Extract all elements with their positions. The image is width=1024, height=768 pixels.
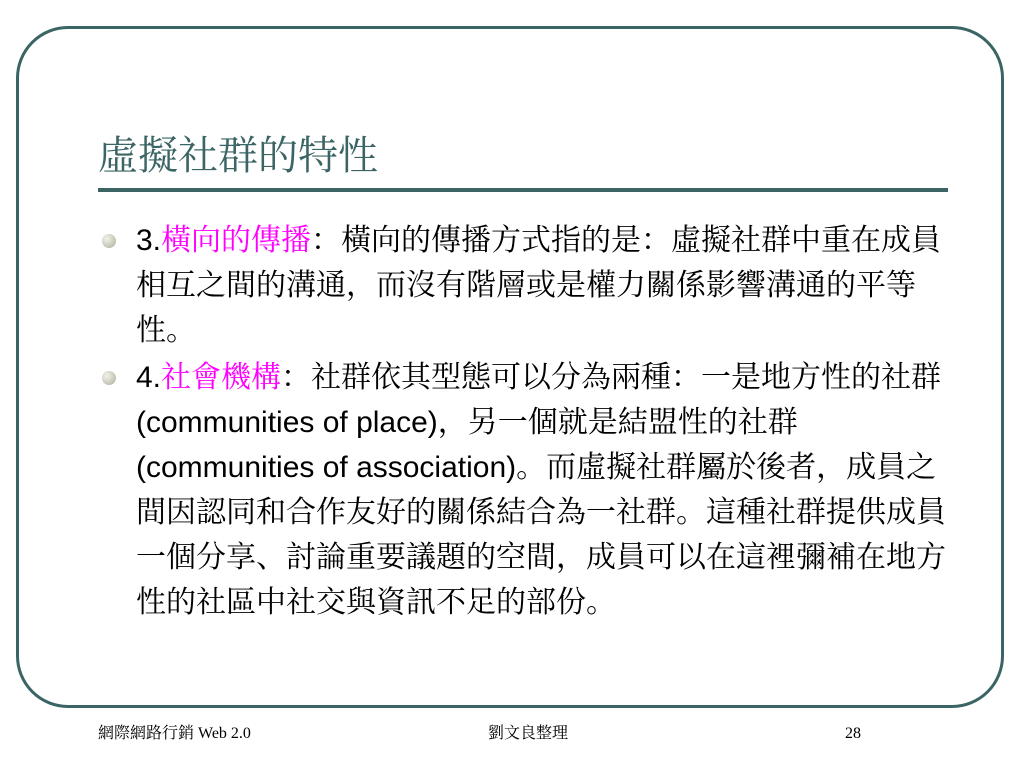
bullet-number: 4. <box>136 361 162 394</box>
bullet-number: 3. <box>136 224 162 257</box>
bullet-body-part: ：社群依其型態可以分為兩種：一是地方性的社群 <box>281 361 942 394</box>
bullet-dot-icon <box>102 371 116 385</box>
bullet-dot-icon <box>102 234 116 248</box>
bullet-item-horizontal-communication <box>98 218 948 353</box>
footer-page-number: 28 <box>845 725 861 742</box>
bullet-body-part: 。而虛擬社群屬於後者，成員之間因認同和合作友好的關係結合為一社群。這種社群提供成員一個分享、討論重要議題的空間，成員可以在這裡彌補在地方性的社區中社交與資訊不足的部份。 <box>136 451 946 619</box>
footer-course-name: 網際網路行銷 Web 2.0 <box>98 725 251 742</box>
title-divider <box>98 188 948 192</box>
bullet-term: 社會機構 <box>161 361 282 394</box>
bullet-term: 橫向的傳播 <box>161 224 312 257</box>
footer-author: 劉文良整理 <box>488 725 569 742</box>
bullet-body-latin: (communities of place) <box>136 406 438 439</box>
slide-title: 虛擬社群的特性 <box>98 133 378 178</box>
bullet-body-latin: (communities of association) <box>136 451 517 484</box>
bullet-body-part: ，另一個就是結盟性的社群 <box>437 406 798 439</box>
bullet-item-social-institution <box>98 355 948 625</box>
bullet-body: ：橫向的傳播方式指的是：虛擬社群中重在成員相互之間的溝通，而沒有階層或是權力關係影響溝通的平等性。 <box>136 224 942 347</box>
slide-body <box>98 218 948 627</box>
